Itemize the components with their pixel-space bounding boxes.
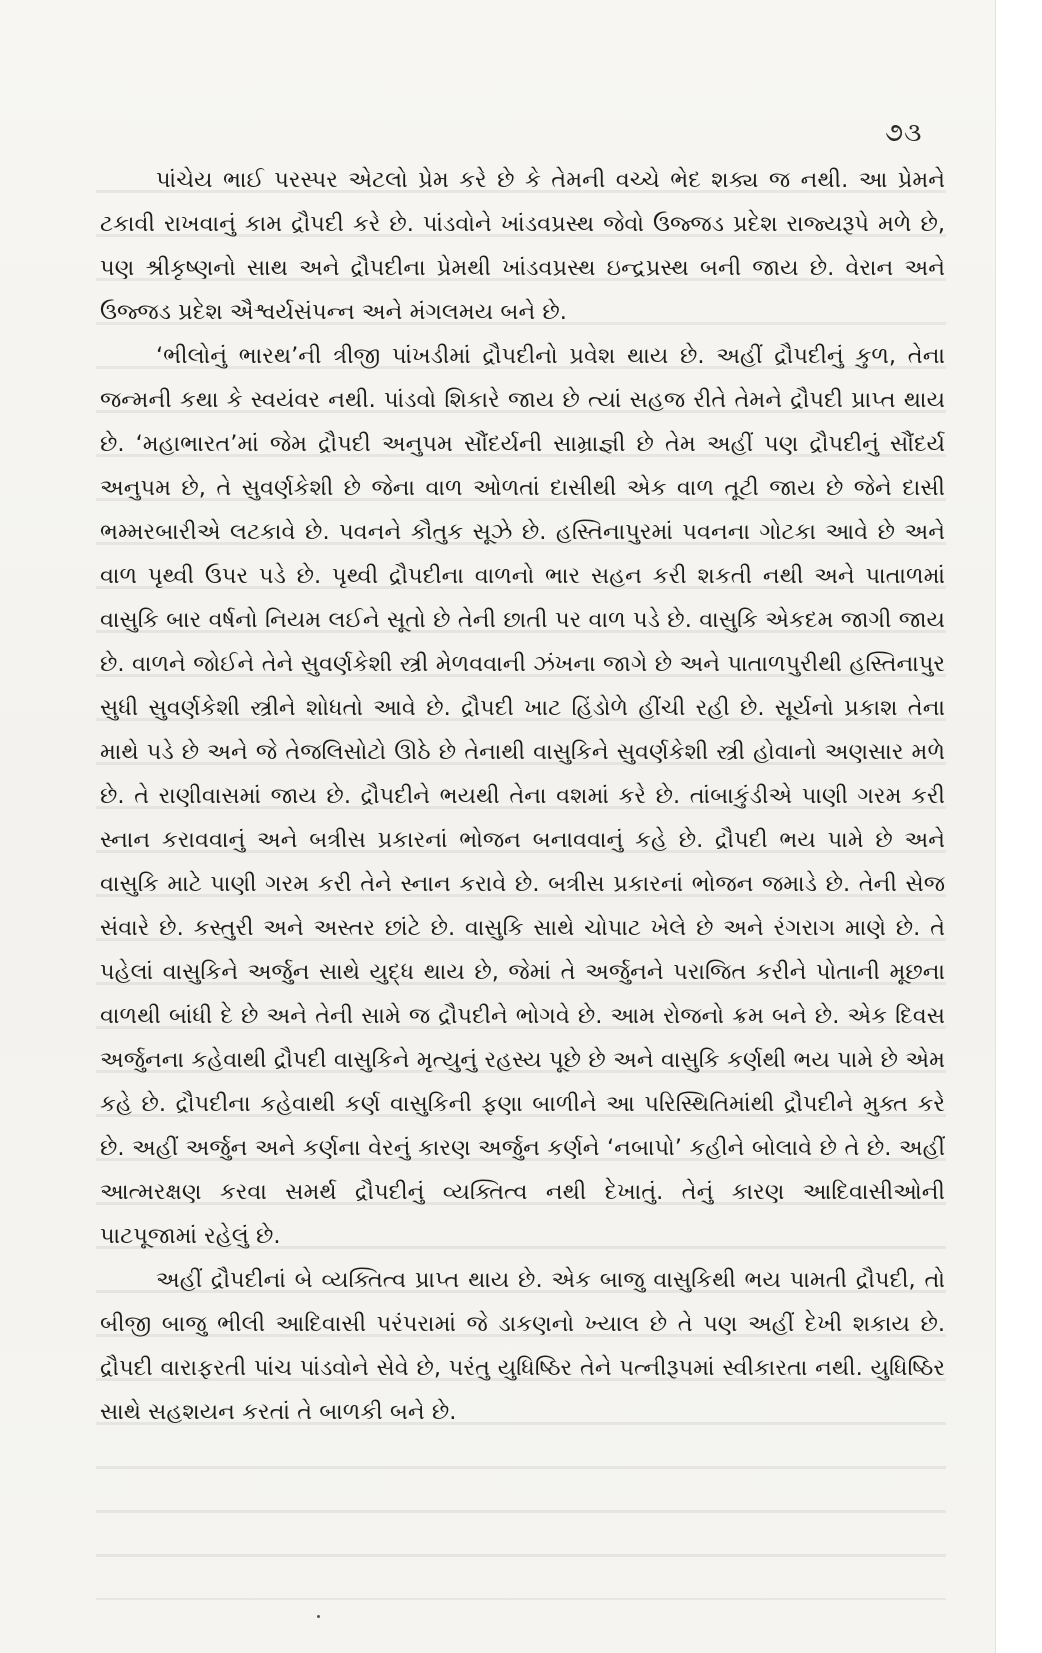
text-body [100, 158, 945, 1434]
ink-speck [317, 1615, 320, 1618]
page-number: ૭૩ [885, 118, 923, 148]
page-edge-margin [995, 0, 1042, 1653]
paragraph-3: અહીં દ્રૌપદીનાં બે વ્યક્તિત્વ પ્રાપ્ત થાય છે. એક બાજુ વાસુકિથી ભય પામતી દ્રૌપદી, તો બીજી બાજુ ભીલી આદિવાસી પરંપરામાં જે ડાકણનો ખ્યાલ છે તે પણ અહીં દેખી શકાય છે. દ્રૌપદી વારાફરતી પાંચ પાંડવોને સેવે છે, પરંતુ યુધિષ્ઠિર તેને પત્નીરૂપમાં સ્વીકારતા નથી. યુધિષ્ઠિર સાથે સહશયન કરતાં તે બાળકી બને છે. [100, 1267, 945, 1425]
paragraph-2: ‘ભીલોનું ભારથ’ની ત્રીજી પાંખડીમાં દ્રૌપદીનો પ્રવેશ થાય છે. અહીં દ્રૌપદીનું કુળ, તેના જન્મની કથા કે સ્વયંવર નથી. પાંડવો શિકારે જાય છે ત્યાં સહજ રીતે તેમને દ્રૌપદી પ્રાપ્ત થાય છે. ‘મહાભારત’માં જેમ દ્રૌપદી અનુપમ સૌંદર્યની સામ્રાજ્ઞી છે તેમ અહીં પણ દ્રૌપદીનું સૌંદર્ય અનુપમ છે, તે સુવર્ણકેશી છે જેના વાળ ઓળતાં દાસીથી એક વાળ તૂટી જાય છે જેને દાસી ભમ્મરબારીએ લટકાવે છે. પવનને કૌતુક સૂઝે છે. હસ્તિનાપુરમાં પવનના ગોટકા આવે છે અને વાળ પૃથ્વી ઉપર પડે છે. પૃથ્વી દ્રૌપદીના વાળનો ભાર સહન કરી શકતી નથી અને પાતાળમાં વાસુકિ બાર વર્ષનો નિયમ લઈને સૂતો છે તેની છાતી પર વાળ પડે છે. વાસુકિ એકદમ જાગી જાય છે. વાળને જોઈને તેને સુવર્ણકેશી સ્ત્રી મેળવવાની ઝંખના જાગે છે અને પાતાળપુરીથી હસ્તિનાપુર સુધી સુવર્ણકેશી સ્ત્રીને શોધતો આવે છે. દ્રૌપદી ખાટ હિંડોળે હીંચી રહી છે. સૂર્યનો પ્રકાશ તેના માથે પડે છે અને જે તેજલિસોટો ઊઠે છે તેનાથી વાસુકિને સુવર્ણકેશી સ્ત્રી હોવાનો અણસાર મળે છે. તે રાણીવાસમાં જાય છે. દ્રૌપદીને ભયથી તેના વશમાં કરે છે. તાંબાકુંડીએ પાણી ગરમ કરી સ્નાન કરાવવાનું અને બત્રીસ પ્રકારનાં ભોજન બનાવવાનું કહે છે. દ્રૌપદી ભય પામે છે અને વાસુકિ માટે પાણી ગરમ કરી તેને સ્નાન કરાવે છે. બત્રીસ પ્રકારનાં ભોજન જમાડે છે. તેની સેજ સંવારે છે. કસ્તુરી અને અસ્તર છાંટે છે. વાસુકિ સાથે ચોપાટ ખેલે છે અને રંગરાગ માણે છે. તે પહેલાં વાસુકિને અર્જુન સાથે યુદ્ધ થાય છે, જેમાં તે અર્જુનને પરાજિત કરીને પોતાની મૂછના વાળથી બાંધી દે છે અને તેની સામે જ દ્રૌપદીને ભોગવે છે. આમ રોજનો ક્રમ બને છે. એક દિવસ અર્જુનના કહેવાથી દ્રૌપદી વાસુકિને મૃત્યુનું રહસ્ય પૂછે છે અને વાસુકિ કર્ણથી ભય પામે છે એમ કહે છે. દ્રૌપદીના કહેવાથી કર્ણ વાસુકિની ફણા બાળીને આ પરિસ્થિતિમાંથી દ્રૌપદીને મુક્ત કરે છે. અહીં અર્જુન અને કર્ણના વેરનું કારણ અર્જુન કર્ણને ‘નબાપો’ કહીને બોલાવે છે તે છે. અહીં આત્મરક્ષણ કરવા સમર્થ દ્રૌપદીનું વ્યક્તિત્વ નથી દેખાતું. તેનું કારણ આદિવાસીઓની પાટપૂજામાં રહેલું છે. [100, 343, 945, 1249]
paragraph-1: પાંચેય ભાઈ પરસ્પર એટલો પ્રેમ કરે છે કે તેમની વચ્ચે ભેદ શક્ય જ નથી. આ પ્રેમને ટકાવી રાખવાનું કામ દ્રૌપદી કરે છે. પાંડવોને ખાંડવપ્રસ્થ જેવો ઉજ્જડ પ્રદેશ રાજ્યરૂપે મળે છે, પણ શ્રીકૃષ્ણનો સાથ અને દ્રૌપદીના પ્રેમથી ખાંડવપ્રસ્થ ઇન્દ્રપ્રસ્થ બની જાય છે. વેરાન અને ઉજ્જડ પ્રદેશ ઐશ્વર્યસંપન્ન અને મંગલમય બને છે. [100, 167, 945, 325]
